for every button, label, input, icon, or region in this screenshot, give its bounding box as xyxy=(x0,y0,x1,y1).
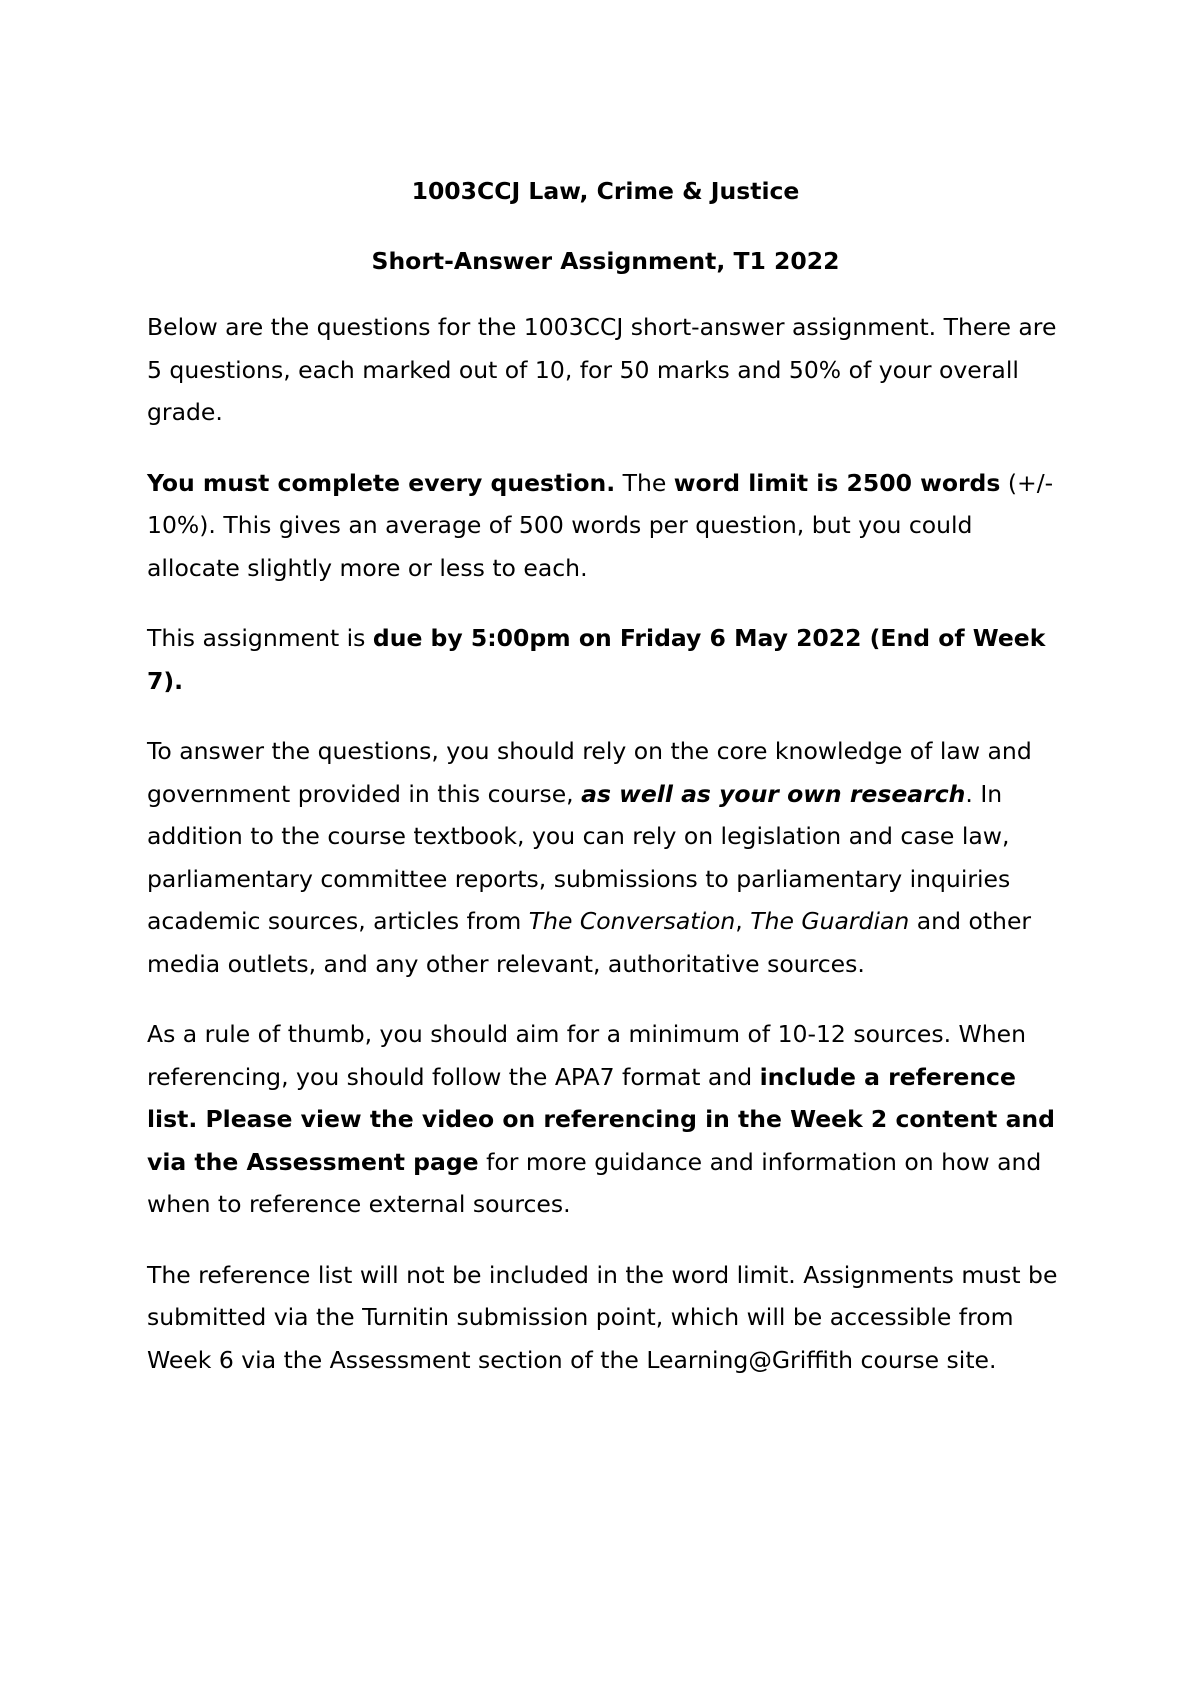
bold-reference-list: include a reference list. Please view the video on referencing in the Week 2 content and via the Assessment page xyxy=(147,1062,1055,1176)
bold-italic-own-research: as well as your own research xyxy=(581,779,966,808)
italic-the-conversation: The Conversation xyxy=(528,907,736,935)
italic-the-guardian: The Guardian xyxy=(750,907,910,935)
paragraph-due-date: This assignment is due by 5:00pm on Friday 6 May 2022 (End of Week 7). xyxy=(147,624,1046,695)
paragraph-intro: Below are the questions for the 1003CCJ short-answer assignment. There are 5 questions, each marked out of 10, for 50 marks and 50% of your overall grade. xyxy=(147,313,1057,426)
paragraph-word-limit: You must complete every question. The word limit is 2500 words (+/- 10%). This gives an average of 500 words per question, but you could allocate slightly more or less to each. xyxy=(147,468,1054,582)
document-title: 1003CCJ Law, Crime & Justice xyxy=(411,177,800,205)
bold-due-date: due by 5:00pm on Friday 6 May 2022 (End of Week 7). xyxy=(147,624,1046,695)
paragraph-referencing: As a rule of thumb, you should aim for a minimum of 10-12 sources. When referencing, you should follow the APA7 format and include a reference list. Please view the video on referencing in the Week 2 content and via the Assessment page for more guidance and information on how and when to reference external sources. xyxy=(147,1020,1055,1218)
paragraph-submission: The reference list will not be included in the word limit. Assignments must be submitted via the Turnitin submission point, which will be accessible from Week 6 via the Assessment section of the Learning@Griffith course site. xyxy=(147,1260,1058,1374)
bold-complete-every-question: You must complete every question. xyxy=(147,468,616,497)
bold-word-limit: word limit is 2500 words xyxy=(673,468,1001,497)
paragraph-sources: To answer the questions, you should rely on the core knowledge of law and government provided in this course, as well as your own research. In addition to the course textbook, you can rely on legislation and case law, parliamentary committee reports, submissions to parliamentary inquiries academic sources, articles from The Conversation, The Guardian and other media outlets, and any other relevant, authoritative sources. xyxy=(147,737,1032,978)
document-subtitle: Short-Answer Assignment, T1 2022 xyxy=(371,247,840,275)
